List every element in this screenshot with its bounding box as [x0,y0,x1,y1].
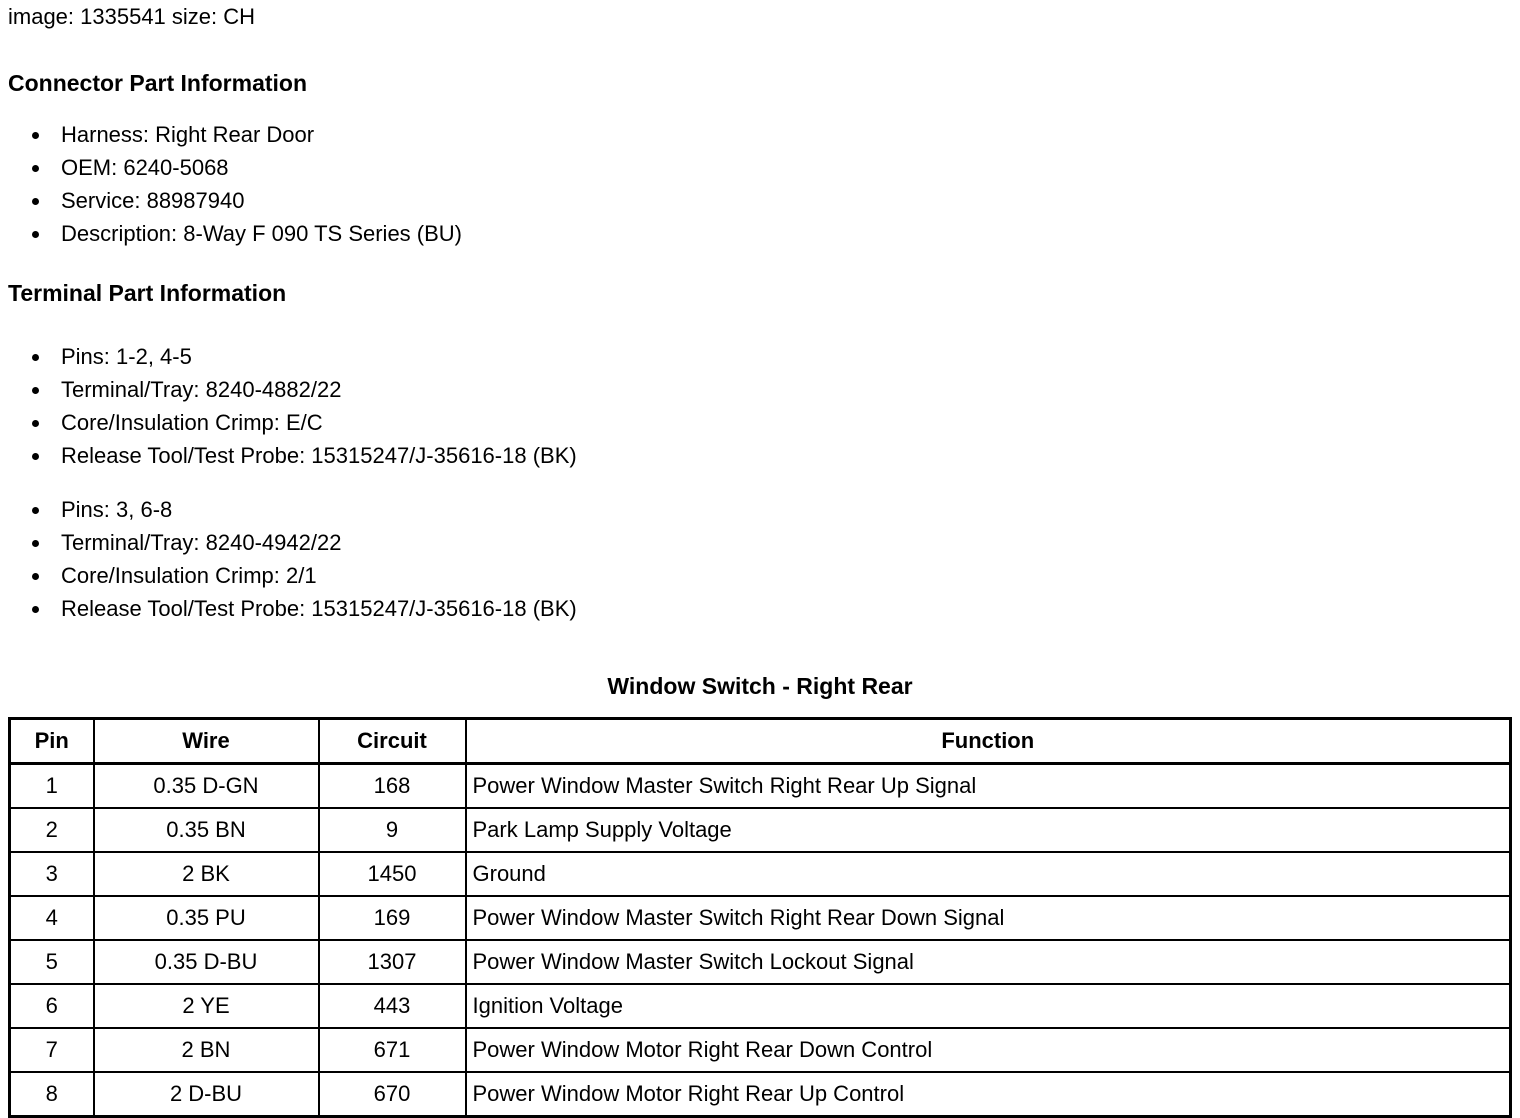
circuit-cell: 9 [319,808,466,852]
list-item: • Harness: Right Rear Door [52,118,1512,151]
connector-info-list [8,118,1512,250]
image-size-line: image: 1335541 size: CH [8,4,256,29]
list-item: • Pins: 3, 6-8 [52,493,1512,526]
list-item: • Service: 88987940 [52,184,1512,217]
function-cell: Power Window Master Switch Right Rear Down Signal [466,896,1511,940]
pinout-table-header [10,719,1511,764]
function-cell: Power Window Master Switch Right Rear Up Signal [466,764,1511,809]
list-item: • Pins: 1-2, 4-5 [52,340,1512,373]
column-header-wire: Wire [94,719,319,764]
table-row [10,1072,1511,1117]
wire-cell: 0.35 PU [94,896,319,940]
wire-cell: 0.35 D-BU [94,940,319,984]
pin-cell: 2 [10,808,94,852]
table-row [10,808,1511,852]
pinout-table-body [10,764,1511,1117]
terminal-section-heading: Terminal Part Information [8,280,287,306]
connector-section-heading: Connector Part Information [8,70,308,96]
pin-cell: 7 [10,1028,94,1072]
function-cell: Power Window Motor Right Rear Down Control [466,1028,1511,1072]
wire-cell: 2 YE [94,984,319,1028]
table-row [10,940,1511,984]
pin-cell: 5 [10,940,94,984]
list-item: • Terminal/Tray: 8240-4942/22 [52,526,1512,559]
terminal-part-information-section [8,280,1512,625]
function-cell: Power Window Master Switch Lockout Signal [466,940,1511,984]
table-row [10,852,1511,896]
function-cell: Ignition Voltage [466,984,1511,1028]
function-cell: Park Lamp Supply Voltage [466,808,1511,852]
pin-cell: 6 [10,984,94,1028]
wire-cell: 2 BK [94,852,319,896]
circuit-cell: 671 [319,1028,466,1072]
pin-cell: 1 [10,764,94,809]
terminal-info-list [8,493,1512,625]
wire-cell: 2 BN [94,1028,319,1072]
list-item: • Core/Insulation Crimp: E/C [52,406,1512,439]
table-row [10,896,1511,940]
column-header-function: Function [466,719,1511,764]
table-row [10,764,1511,809]
table-header-row [10,719,1511,764]
list-item: • OEM: 6240-5068 [52,151,1512,184]
wire-cell: 2 D-BU [94,1072,319,1117]
table-row [10,984,1511,1028]
pin-cell: 4 [10,896,94,940]
circuit-cell: 168 [319,764,466,809]
circuit-cell: 670 [319,1072,466,1117]
terminal-info-list [8,340,1512,472]
list-item: • Terminal/Tray: 8240-4882/22 [52,373,1512,406]
connector-part-information-section [8,70,1512,250]
list-item: • Release Tool/Test Probe: 15315247/J-35616-18 (BK) [52,439,1512,472]
circuit-cell: 443 [319,984,466,1028]
circuit-cell: 1307 [319,940,466,984]
pin-table-title: Window Switch - Right Rear [607,673,913,699]
list-item: • Core/Insulation Crimp: 2/1 [52,559,1512,592]
column-header-circuit: Circuit [319,719,466,764]
list-item: • Description: 8-Way F 090 TS Series (BU) [52,217,1512,250]
list-item: • Release Tool/Test Probe: 15315247/J-35616-18 (BK) [52,592,1512,625]
table-row [10,1028,1511,1072]
circuit-cell: 169 [319,896,466,940]
function-cell: Power Window Motor Right Rear Up Control [466,1072,1511,1117]
terminal-groups-container [8,340,1512,625]
pinout-table [8,717,1512,1118]
wire-cell: 0.35 BN [94,808,319,852]
wire-cell: 0.35 D-GN [94,764,319,809]
pin-cell: 3 [10,852,94,896]
circuit-cell: 1450 [319,852,466,896]
column-header-pin: Pin [10,719,94,764]
pin-cell: 8 [10,1072,94,1117]
function-cell: Ground [466,852,1511,896]
